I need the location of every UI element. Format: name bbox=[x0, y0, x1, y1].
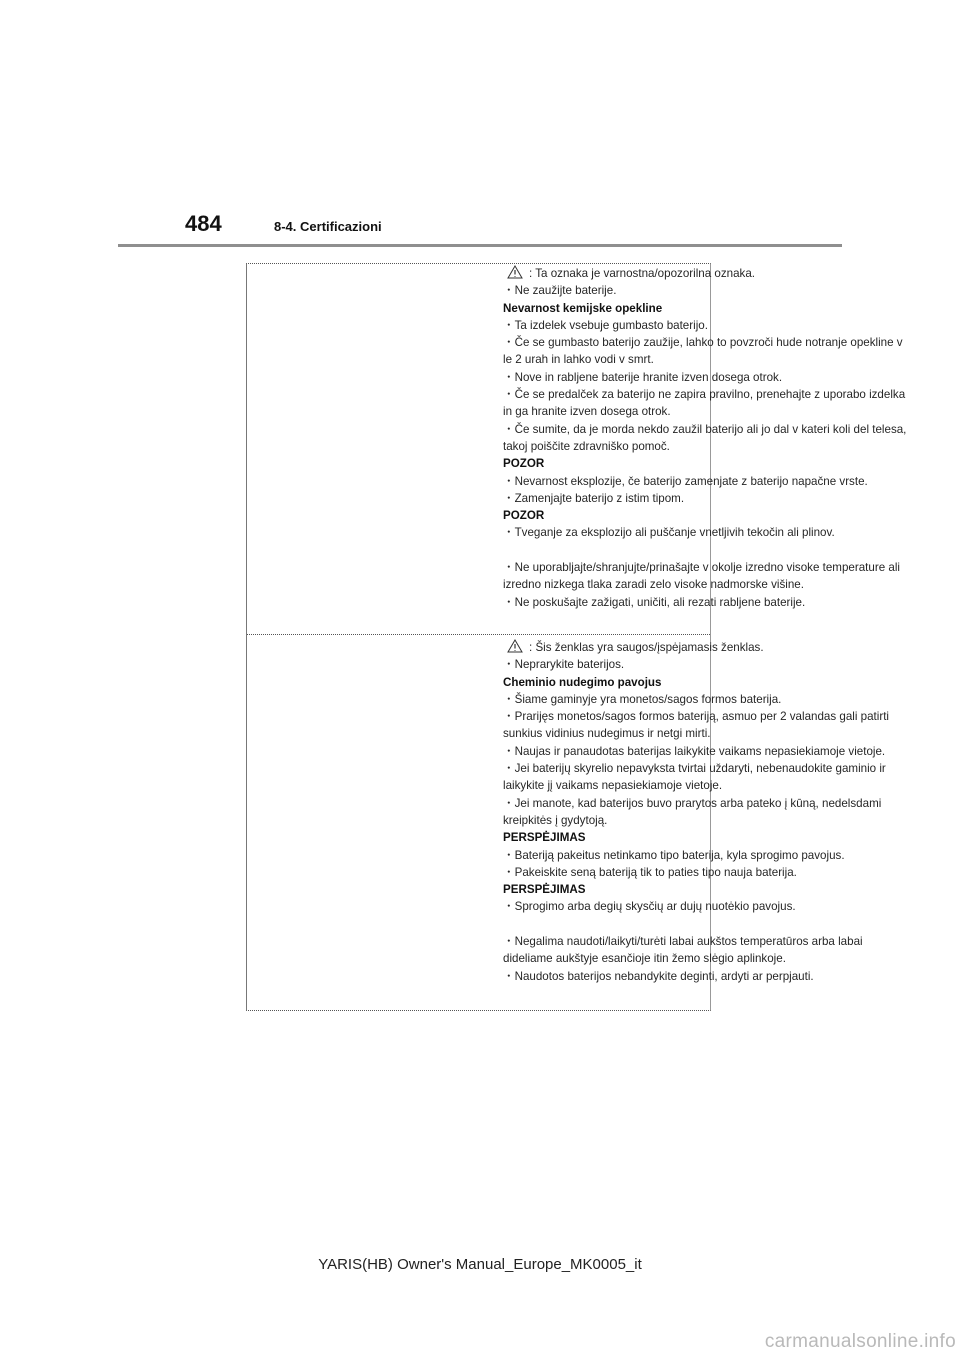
page-number: 484 bbox=[185, 211, 222, 236]
header-rule bbox=[118, 244, 842, 247]
label-line: ・Ta izdelek vsebuje gumbasto baterijo. bbox=[503, 318, 708, 332]
label-line: : Ta oznaka je varnostna/opozorilna oznaka. bbox=[529, 267, 756, 280]
label-heading: Nevarnost kemijske opekline bbox=[503, 301, 663, 315]
label-line: ・Jei manote, kad baterijos buvo prarytos arba pateko į kūną, nedelsdami bbox=[503, 796, 882, 810]
battery-warning-label-box bbox=[246, 263, 907, 1011]
label-line: ・Če se gumbasto baterijo zaužije, lahko to povzroči hude notranje opekline v bbox=[503, 336, 903, 350]
label-line: ・Nove in rabljene baterije hranite izven dosega otrok. bbox=[503, 370, 783, 384]
label-line: ・Šiame gaminyje yra monetos/sagos formos baterija. bbox=[503, 692, 782, 706]
label-line bbox=[503, 542, 702, 559]
label-line: ・Če sumite, da je morda nekdo zaužil baterijo ali jo dal v kateri koli del telesa, bbox=[503, 422, 907, 436]
label-line: ・Nevarnost eksplozije, če baterijo zamenjate z baterijo napačne vrste. bbox=[503, 474, 868, 488]
label-line: ・Ne poskušajte zažigati, uničiti, ali rezati rabljene baterije. bbox=[503, 595, 806, 609]
label-line: laikykite jį vaikams nepasiekiamoje vietoje. bbox=[503, 779, 723, 793]
label-line: ・Ne uporabljajte/shranjujte/prinašajte v okolje izredno visoke temperature ali bbox=[503, 561, 900, 575]
panel-divider bbox=[247, 634, 710, 635]
label-line: ・Če se predalček za baterijo ne zapira pravilno, prenehajte z uporabo izdelka bbox=[503, 388, 906, 402]
warning-triangle-icon bbox=[507, 639, 523, 653]
label-line: kreipkitės į gydytoją. bbox=[503, 813, 608, 827]
footer-manual-id: YARIS(HB) Owner's Manual_Europe_MK0005_it bbox=[318, 1256, 642, 1273]
label-line: ・Neprarykite baterijos. bbox=[503, 658, 625, 672]
label-line: ・Bateriją pakeitus netinkamo tipo baterija, kyla sprogimo pavojus. bbox=[503, 848, 845, 862]
label-line: in ga hranite izven dosega otrok. bbox=[503, 405, 671, 419]
label-heading: Cheminio nudegimo pavojus bbox=[503, 675, 662, 689]
slovenian-warning-panel bbox=[503, 265, 907, 611]
label-line: ・Naujas ir panaudotas baterijas laikykite vaikams nepasiekiamoje vietoje. bbox=[503, 744, 886, 758]
label-line: ・Pakeiskite seną bateriją tik to paties tipo nauja baterija. bbox=[503, 865, 797, 879]
label-line: : Šis ženklas yra saugos/įspėjamasis ženklas. bbox=[529, 641, 764, 654]
label-line: ・Prarijęs monetos/sagos formos bateriją, asmuo per 2 valandas gali patirti bbox=[503, 710, 889, 724]
symbol-definition-line bbox=[503, 639, 764, 656]
label-line bbox=[503, 916, 702, 933]
label-line: ・Naudotos baterijos nebandykite deginti, ardyti ar perpjauti. bbox=[503, 969, 814, 983]
section-title: 8-4. Certificazioni bbox=[274, 219, 382, 234]
label-line: ・Jei baterijų skyrelio nepavyksta tvirtai uždaryti, nebenaudokite gaminio ir bbox=[503, 762, 886, 776]
label-line: sunkius vidinius nudegimus ir netgi mirti. bbox=[503, 727, 711, 741]
label-line: dideliame aukštyje esančioje itin žemo slėgio aplinkoje. bbox=[503, 952, 786, 966]
label-line: izredno nizkega tlaka zaradi zelo visoke nadmorske višine. bbox=[503, 578, 804, 592]
label-heading: POZOR bbox=[503, 509, 545, 523]
label-heading: PERSPĖJIMAS bbox=[503, 883, 586, 897]
label-heading: PERSPĖJIMAS bbox=[503, 831, 586, 845]
label-line: takoj poiščite zdravniško pomoč. bbox=[503, 439, 670, 453]
label-line: ・Sprogimo arba degių skysčių ar dujų nuotėkio pavojus. bbox=[503, 900, 796, 914]
watermark: carmanualsonline.info bbox=[764, 1331, 956, 1352]
lithuanian-warning-panel bbox=[503, 639, 889, 985]
label-line: ・Negalima naudoti/laikyti/turėti labai aukštos temperatūros arba labai bbox=[503, 935, 863, 949]
warning-triangle-icon bbox=[507, 265, 523, 279]
label-line: ・Tveganje za eksplozijo ali puščanje vnetljivih tekočin ali plinov. bbox=[503, 526, 835, 540]
label-line: ・Zamenjajte baterijo z istim tipom. bbox=[503, 491, 685, 505]
label-heading: POZOR bbox=[503, 457, 545, 471]
label-line: le 2 urah in lahko vodi v smrt. bbox=[503, 353, 654, 367]
symbol-definition-line bbox=[503, 265, 756, 282]
label-line: ・Ne zaužijte baterije. bbox=[503, 284, 617, 298]
